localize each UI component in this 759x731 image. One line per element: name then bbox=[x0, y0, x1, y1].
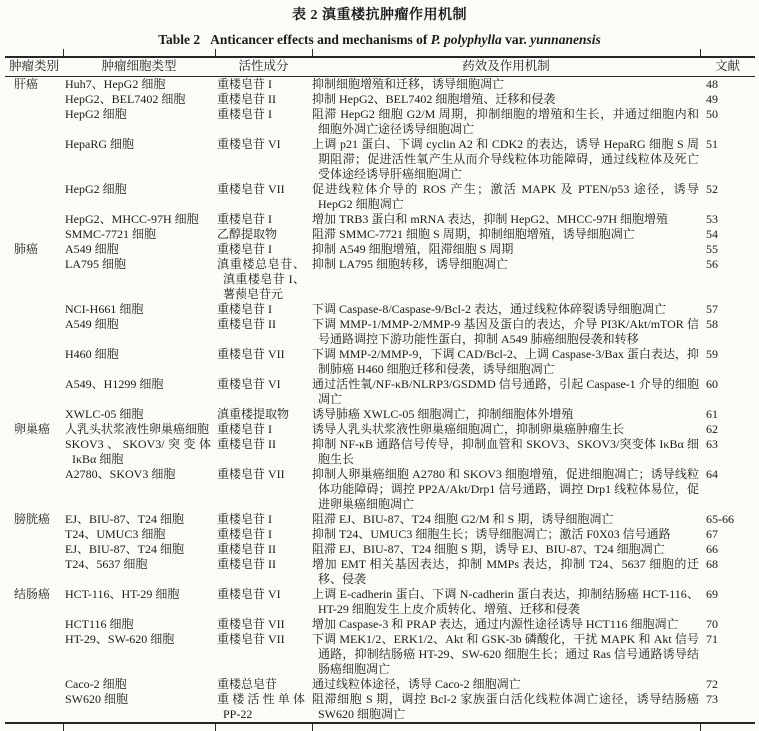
anticancer-mechanism-table-wrap bbox=[5, 56, 755, 724]
cell-mechanism: 上调 p21 蛋白、下调 cyclin A2 和 CDK2 的表达，诱导 HepaRG 细胞 S 周期阻滞；促进活性氧产生从而介导线粒体功能障碍，通过线粒体及死亡受体途经诱导肝癌细胞凋亡 bbox=[312, 137, 699, 181]
cell-mechanism: 抑制 A549 细胞增殖，阻滞细胞 S 周期 bbox=[312, 242, 514, 256]
column-tick bbox=[215, 49, 216, 56]
column-tick bbox=[700, 724, 701, 731]
header-reference: 文献 bbox=[700, 57, 755, 77]
cell-tumor-type bbox=[5, 557, 63, 587]
cell-cell-type: HCT-116、HT-29 细胞 bbox=[65, 587, 180, 601]
cell-cell-type: HCT116 细胞 bbox=[65, 617, 134, 631]
cell-cell-type: LA795 细胞 bbox=[65, 257, 126, 271]
table-row bbox=[5, 512, 755, 527]
cell-cell-type: NCI-H661 细胞 bbox=[65, 302, 144, 316]
cell-mechanism: 促进线粒体介导的 ROS 产生；激活 MAPK 及 PTEN/p53 途径，诱导 HepG2 细胞凋亡 bbox=[312, 182, 699, 211]
cell-reference: 57 bbox=[706, 302, 718, 316]
cell-tumor-type bbox=[5, 107, 63, 137]
cell-cell-type: HT-29、SW-620 细胞 bbox=[65, 632, 175, 646]
cell-reference: 51 bbox=[706, 137, 718, 151]
cell-cell-type: HepG2 细胞 bbox=[65, 182, 127, 196]
cell-reference: 54 bbox=[706, 227, 718, 241]
cell-component: 重楼皂苷 I bbox=[217, 107, 272, 121]
cell-component: 重楼皂苷 II bbox=[217, 557, 276, 571]
cell-reference: 62 bbox=[706, 422, 718, 436]
table-row bbox=[5, 137, 755, 182]
cell-component: 重楼皂苷 VII bbox=[217, 467, 285, 481]
cell-reference: 63 bbox=[706, 437, 718, 451]
cell-mechanism: 通过线粒体途径，诱导 Caco-2 细胞凋亡 bbox=[312, 677, 521, 691]
cell-tumor-type bbox=[5, 692, 63, 723]
table-row bbox=[5, 422, 755, 437]
cell-component: 重楼皂苷 II bbox=[217, 542, 276, 556]
cell-reference: 70 bbox=[706, 617, 718, 631]
column-tick bbox=[63, 724, 64, 731]
cell-mechanism: 下调 MMP-1/MMP-2/MMP-9 基因及蛋白的表达，介导 PI3K/Akt/mTOR 信号通路调控下游功能性蛋白，抑制 A549 肺癌细胞侵袭和转移 bbox=[312, 317, 699, 346]
cell-component: 重楼皂苷 II bbox=[217, 92, 276, 106]
cell-component: 重楼皂苷 VI bbox=[217, 137, 281, 151]
table-title-chinese: 表 2 滇重楼抗肿瘤作用机制 bbox=[292, 8, 467, 23]
cell-tumor-type: 肝癌 bbox=[14, 77, 39, 91]
table-number-label: Table 2 bbox=[158, 32, 201, 47]
cell-reference: 72 bbox=[706, 677, 718, 691]
cell-cell-type: Huh7、HepG2 细胞 bbox=[65, 77, 166, 91]
cell-cell-type: EJ、BIU-87、T24 细胞 bbox=[65, 542, 184, 556]
table-row bbox=[5, 407, 755, 422]
cell-cell-type: SKOV3、SKOV3/突变体 IκBα 细胞 bbox=[65, 437, 211, 466]
cell-component: 重楼皂苷 I bbox=[217, 242, 272, 256]
cell-reference: 55 bbox=[706, 242, 718, 256]
cell-cell-type: HepaRG 细胞 bbox=[65, 137, 134, 151]
cell-mechanism: 上调 E-cadherin 蛋白、下调 N-cadherin 蛋白表达，抑制结肠癌 HCT-116、HT-29 细胞发生上皮介质转化、增殖、迁移和侵袭 bbox=[312, 587, 699, 616]
cell-cell-type: Caco-2 细胞 bbox=[65, 677, 127, 691]
cell-component: 重楼皂苷 II bbox=[217, 437, 276, 451]
cell-tumor-type bbox=[5, 302, 63, 317]
table-row bbox=[5, 107, 755, 137]
cell-mechanism: 抑制 HepG2、BEL7402 细胞增殖、迁移和侵袭 bbox=[312, 92, 556, 106]
cell-tumor-type: 结肠癌 bbox=[14, 587, 51, 601]
table-row bbox=[5, 242, 755, 257]
cell-mechanism: 下调 Caspase-8/Caspase-9/Bcl-2 表达，通过线粒体碎裂诱导细胞凋亡 bbox=[312, 302, 666, 316]
cell-mechanism: 抑制细胞增殖和迁移，诱导细胞凋亡 bbox=[312, 77, 505, 91]
cell-mechanism: 诱导肺癌 XWLC-05 细胞凋亡，抑制细胞体外增殖 bbox=[312, 407, 574, 421]
cell-cell-type: A2780、SKOV3 细胞 bbox=[65, 467, 176, 481]
cell-mechanism: 阻滞 EJ、BIU-87、T24 细胞 G2/M 和 S 期，诱导细胞凋亡 bbox=[312, 512, 614, 526]
table-row bbox=[5, 77, 755, 93]
cell-reference: 49 bbox=[706, 92, 718, 106]
header-mechanism: 药效及作用机制 bbox=[312, 57, 700, 77]
table-row bbox=[5, 677, 755, 692]
cell-cell-type: HepG2、BEL7402 细胞 bbox=[65, 92, 186, 106]
cell-tumor-type: 卵巢癌 bbox=[14, 422, 51, 436]
table-row bbox=[5, 92, 755, 107]
cell-tumor-type bbox=[5, 227, 63, 242]
cell-reference: 69 bbox=[706, 587, 718, 601]
cell-mechanism: 通过活性氧/NF-κB/NLRP3/GSDMD 信号通路，引起 Caspase-1 介导的细胞凋亡 bbox=[312, 377, 699, 406]
cell-mechanism: 增加 TRB3 蛋白和 mRNA 表达，抑制 HepG2、MHCC-97H 细胞增殖 bbox=[312, 212, 669, 226]
table-row bbox=[5, 347, 755, 377]
cell-cell-type: SW620 细胞 bbox=[65, 692, 129, 706]
column-tick bbox=[700, 49, 701, 56]
cell-reference: 48 bbox=[706, 77, 718, 91]
cell-mechanism: 抑制 LA795 细胞转移，诱导细胞凋亡 bbox=[312, 257, 508, 271]
table-row bbox=[5, 317, 755, 347]
cell-component: 重楼皂苷 VII bbox=[217, 347, 285, 361]
cell-reference: 71 bbox=[706, 632, 718, 646]
cell-mechanism: 阻滞 EJ、BIU-87、T24 细胞 S 期，诱导 EJ、BIU-87、T24 细胞凋亡 bbox=[312, 542, 665, 556]
cell-cell-type: HepG2 细胞 bbox=[65, 107, 127, 121]
cell-tumor-type bbox=[5, 677, 63, 692]
cell-cell-type: HepG2、MHCC-97H 细胞 bbox=[65, 212, 199, 226]
cell-tumor-type bbox=[5, 182, 63, 212]
table-body bbox=[5, 77, 755, 724]
table-row bbox=[5, 257, 755, 302]
species-name-italic: P. polyphylla bbox=[430, 32, 502, 47]
cell-tumor-type bbox=[5, 632, 63, 677]
cell-component: 重楼皂苷 I bbox=[217, 512, 272, 526]
cell-component: 重楼皂苷 VI bbox=[217, 377, 281, 391]
table-title-english bbox=[0, 31, 759, 48]
table-row bbox=[5, 467, 755, 512]
table-row bbox=[5, 182, 755, 212]
cell-tumor-type bbox=[5, 527, 63, 542]
cell-mechanism: 增加 EMT 相关基因表达，抑制 MMPs 表达，抑制 T24、5637 细胞的迁移、侵袭 bbox=[312, 557, 699, 586]
cell-cell-type: EJ、BIU-87、T24 细胞 bbox=[65, 512, 184, 526]
anticancer-mechanism-table bbox=[5, 56, 755, 724]
cell-mechanism: 抑制 T24、UMUC3 细胞生长；诱导细胞凋亡；激活 F0X03 信号通路 bbox=[312, 527, 671, 541]
cell-cell-type: T24、5637 细胞 bbox=[65, 557, 148, 571]
cell-reference: 59 bbox=[706, 347, 718, 361]
cell-mechanism: 抑制人卵巢癌细胞 A2780 和 SKOV3 细胞增殖，促进细胞凋亡；诱导线粒体功能障碍；调控 PP2A/Akt/Drp1 信号通路，调控 Drp1 线粒体易位，促进卵巢癌细胞凋亡 bbox=[312, 467, 699, 511]
cell-reference: 56 bbox=[706, 257, 718, 271]
cell-tumor-type: 膀胱癌 bbox=[14, 512, 51, 526]
cell-component: 滇重楼总皂苷、滇重楼皂苷 I、薯蓣皂苷元 bbox=[217, 257, 305, 301]
table-title-text: Anticancer effects and mechanisms of bbox=[210, 32, 428, 47]
cell-cell-type: H460 细胞 bbox=[65, 347, 119, 361]
table-row bbox=[5, 632, 755, 677]
cell-mechanism: 阻滞细胞 S 期，调控 Bcl-2 家族蛋白活化线粒体凋亡途径，诱导结肠癌 SW620 细胞凋亡 bbox=[312, 692, 699, 721]
cell-reference: 66 bbox=[706, 542, 718, 556]
cell-tumor-type bbox=[5, 437, 63, 467]
table-row bbox=[5, 212, 755, 227]
header-tumor-type: 肿瘤类别 bbox=[5, 57, 63, 77]
cell-tumor-type bbox=[5, 137, 63, 182]
table-row bbox=[5, 227, 755, 242]
cell-component: 乙醇提取物 bbox=[217, 227, 278, 241]
cell-component: 重楼皂苷 II bbox=[217, 317, 276, 331]
cell-component: 重楼活性单体 PP-22 bbox=[217, 692, 305, 721]
column-tick bbox=[312, 724, 313, 731]
cell-reference: 50 bbox=[706, 107, 718, 121]
cell-component: 重楼皂苷 I bbox=[217, 527, 272, 541]
cell-tumor-type: 肺癌 bbox=[14, 242, 39, 256]
header-cell-type: 肿瘤细胞类型 bbox=[63, 57, 215, 77]
table-header bbox=[5, 57, 755, 77]
table-row bbox=[5, 377, 755, 407]
cell-component: 重楼皂苷 I bbox=[217, 212, 272, 226]
cell-tumor-type bbox=[5, 212, 63, 227]
cell-component: 重楼皂苷 I bbox=[217, 77, 272, 91]
cell-component: 重楼皂苷 I bbox=[217, 302, 272, 316]
subspecies-name-italic: yunnanensis bbox=[530, 32, 601, 47]
cell-tumor-type bbox=[5, 467, 63, 512]
cell-cell-type: A549、H1299 细胞 bbox=[65, 377, 164, 391]
cell-mechanism: 下调 MMP-2/MMP-9，下调 CAD/Bcl-2、上调 Caspase-3/Bax 蛋白表达，抑制肺癌 H460 细胞迁移和侵袭，诱导细胞凋亡 bbox=[312, 347, 699, 376]
cell-component: 重楼皂苷 VII bbox=[217, 632, 285, 646]
cell-mechanism: 阻滞 SMMC-7721 细胞 S 周期，抑制细胞增殖，诱导细胞凋亡 bbox=[312, 227, 635, 241]
cell-tumor-type bbox=[5, 317, 63, 347]
cell-cell-type: A549 细胞 bbox=[65, 242, 119, 256]
cell-component: 滇重楼提取物 bbox=[217, 407, 290, 421]
cell-reference: 61 bbox=[706, 407, 718, 421]
cell-cell-type: T24、UMUC3 细胞 bbox=[65, 527, 166, 541]
cell-component: 重楼皂苷 VII bbox=[217, 182, 285, 196]
cell-component: 重楼皂苷 VII bbox=[217, 617, 285, 631]
table-row bbox=[5, 692, 755, 723]
cell-component: 重楼皂苷 VI bbox=[217, 587, 281, 601]
cell-reference: 68 bbox=[706, 557, 718, 571]
cell-cell-type: A549 细胞 bbox=[65, 317, 119, 331]
table-row bbox=[5, 437, 755, 467]
cell-cell-type: SMMC-7721 细胞 bbox=[65, 227, 157, 241]
header-row bbox=[5, 57, 755, 77]
variety-label: var. bbox=[505, 32, 527, 47]
cell-reference: 73 bbox=[706, 692, 718, 706]
column-tick bbox=[63, 49, 64, 56]
column-tick bbox=[312, 49, 313, 56]
table-row bbox=[5, 542, 755, 557]
cell-tumor-type bbox=[5, 92, 63, 107]
cell-tumor-type bbox=[5, 347, 63, 377]
table-row bbox=[5, 617, 755, 632]
table-row bbox=[5, 527, 755, 542]
cell-reference: 64 bbox=[706, 467, 718, 481]
cell-mechanism: 诱导人乳头状浆液性卵巢癌细胞凋亡，抑制卵巢癌肿瘤生长 bbox=[312, 422, 625, 436]
cell-reference: 58 bbox=[706, 317, 718, 331]
table-row bbox=[5, 587, 755, 617]
cell-tumor-type bbox=[5, 377, 63, 407]
cell-mechanism: 下调 MEK1/2、ERK1/2、Akt 和 GSK-3b 磷酸化，干扰 MAPK 和 Akt 信号通路，抑制结肠癌 HT-29、SW-620 细胞生长；通过 Ras 信号通路诱导结肠癌细胞凋亡 bbox=[312, 632, 699, 676]
cell-reference: 52 bbox=[706, 182, 718, 196]
cell-tumor-type bbox=[5, 257, 63, 302]
cell-reference: 67 bbox=[706, 527, 718, 541]
cell-cell-type: 人乳头状浆液性卵巢癌细胞 bbox=[65, 422, 210, 436]
cell-cell-type: XWLC-05 细胞 bbox=[65, 407, 144, 421]
cell-component: 重楼总皂苷 bbox=[217, 677, 278, 691]
cell-reference: 60 bbox=[706, 377, 718, 391]
column-tick bbox=[215, 724, 216, 731]
table-row bbox=[5, 557, 755, 587]
cell-tumor-type bbox=[5, 407, 63, 422]
header-component: 活性成分 bbox=[215, 57, 312, 77]
cell-reference: 65-66 bbox=[706, 512, 734, 526]
cell-mechanism: 阻滞 HepG2 细胞 G2/M 周期，抑制细胞的增殖和生长，并通过细胞内和细胞外凋亡途径诱导细胞凋亡 bbox=[312, 107, 699, 136]
cell-tumor-type bbox=[5, 542, 63, 557]
cell-reference: 53 bbox=[706, 212, 718, 226]
table-row bbox=[5, 302, 755, 317]
cell-tumor-type bbox=[5, 617, 63, 632]
cell-component: 重楼皂苷 I bbox=[217, 422, 272, 436]
cell-mechanism: 增加 Caspase-3 和 PRAP 表达，通过内源性途径诱导 HCT116 细胞凋亡 bbox=[312, 617, 679, 631]
cell-mechanism: 抑制 NF-κB 通路信号传导，抑制血管和 SKOV3、SKOV3/突变体 IκBα 细胞生长 bbox=[312, 437, 699, 466]
